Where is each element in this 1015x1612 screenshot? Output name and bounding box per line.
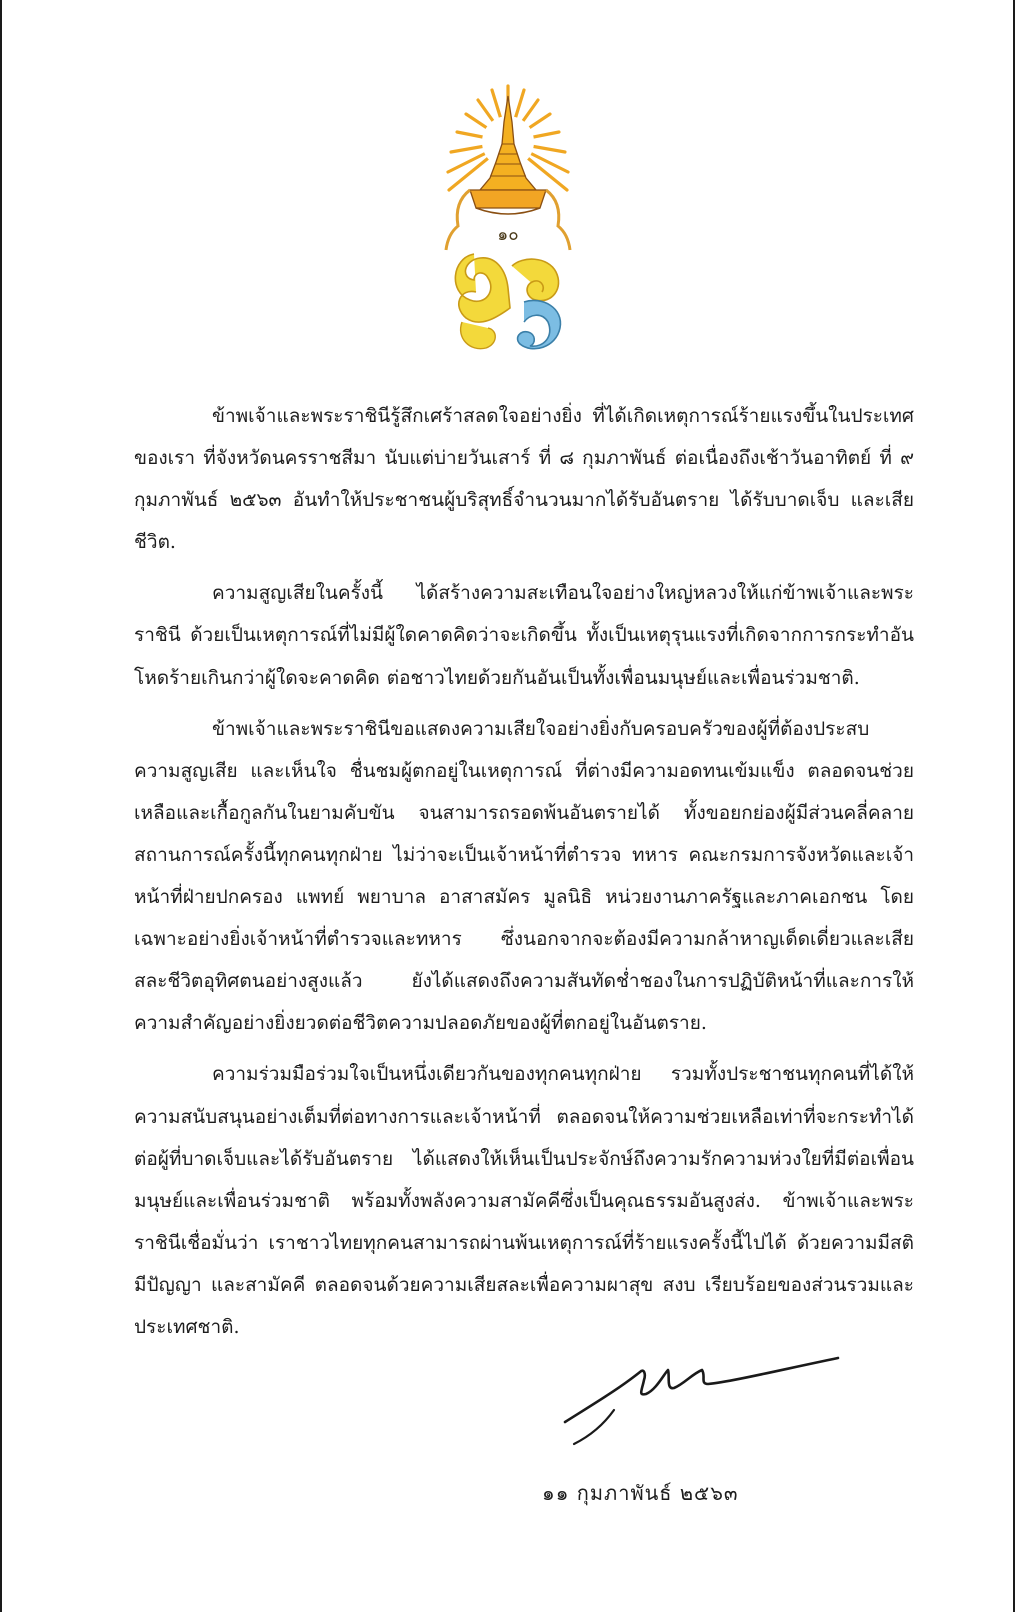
- paragraph-3: ข้าพเจ้าและพระราชินีขอแสดงความเสียใจอย่างยิ่งกับครอบครัวของผู้ที่ต้องประสบความสูญเสีย และเห็นใจ ชื่นชมผู้ตกอยู่ในเหตุการณ์ ที่ต่างมีความอดทนเข้มแข็ง ตลอดจนช่วยเหลือและเกื้อกูลกันในยามคับขัน จนสามารถรอดพ้นอันตรายได้ ทั้งขอยกย่องผู้มีส่วนคลี่คลายสถานการณ์ครั้งนี้ทุกคนทุกฝ่าย ไม่ว่าจะเป็นเจ้าหน้าที่ตำรวจ ทหาร คณะกรมการจังหวัดและเจ้าหน้าที่ฝ่ายปกครอง แพทย์ พยาบาล อาสาสมัคร มูลนิธิ หน่วยงานภาครัฐและภาคเอกชน โดยเฉพาะอย่างยิ่งเจ้าหน้าที่ตำรวจและทหาร ซึ่งนอกจากจะต้องมีความกล้าหาญเด็ดเดี่ยวและเสียสละชีวิตอุทิศตนอย่างสูงแล้ว ยังได้แสดงถึงความสันทัดช่ำชองในการปฏิบัติหน้าที่และการให้ความสำคัญอย่างยิ่งยวดต่อชีวิตความปลอดภัยของผู้ที่ตกอยู่ในอันตราย.: [134, 717, 914, 1035]
- paragraph-4: ความร่วมมือร่วมใจเป็นหนึ่งเดียวกันของทุกคนทุกฝ่าย รวมทั้งประชาชนทุกคนที่ได้ให้ความสนับสนุนอย่างเต็มที่ต่อทางการและเจ้าหน้าที่ ตลอดจนให้ความช่วยเหลือเท่าที่จะกระทำได้ต่อผู้ที่บาดเจ็บและได้รับอันตราย ได้แสดงให้เห็นเป็นประจักษ์ถึงความรักความห่วงใยที่มีต่อเพื่อนมนุษย์และเพื่อนร่วมชาติ พร้อมทั้งพลังความสามัคคีซึ่งเป็นคุณธรรมอันสูงส่ง. ข้าพเจ้าและพระราชินีเชื่อมั่นว่า เราชาวไทยทุกคนสามารถผ่านพ้นเหตุการณ์ที่ร้ายแรงครั้งนี้ไปได้ ด้วยความมีสติ มีปัญญา และสามัคคี ตลอดจนด้วยความเสียสละเพื่อความผาสุข สงบ เรียบร้อยของส่วนรวมและประเทศชาติ.: [134, 1063, 914, 1338]
- paragraph-1: ข้าพเจ้าและพระราชินีรู้สึกเศร้าสลดใจอย่างยิ่ง ที่ได้เกิดเหตุการณ์ร้ายแรงขึ้นในประเทศของเรา ที่จังหวัดนครราชสีมา นับแต่บ่ายวันเสาร์ ที่ ๘ กุมภาพันธ์ ต่อเนื่องถึงเช้าวันอาทิตย์ ที่ ๙ กุมภาพันธ์ ๒๕๖๓ อันทำให้ประชาชนผู้บริสุทธิ์จำนวนมากได้รับอันตราย ได้รับบาดเจ็บ และเสียชีวิต.: [134, 405, 914, 554]
- page-left-border: [0, 0, 2, 1612]
- paragraph-2: ความสูญเสียในครั้งนี้ ได้สร้างความสะเทือนใจอย่างใหญ่หลวงให้แก่ข้าพเจ้าและพระราชินี ด้วยเป็นเหตุการณ์ที่ไม่มีผู้ใดคาดคิดว่าจะเกิดขึ้น ทั้งเป็นเหตุรุนแรงที่เกิดจากการกระทำอันโหดร้ายเกินกว่าผู้ใดจะคาดคิด ต่อชาวไทยด้วยกันอันเป็นทั้งเพื่อนมนุษย์และเพื่อนร่วมชาติ.: [134, 582, 914, 689]
- svg-text:๑๐: ๑๐: [497, 225, 519, 245]
- letter-date: ๑๑ กุมภาพันธ์ ๒๕๖๓: [542, 1481, 739, 1505]
- letter-body: [134, 395, 914, 1357]
- handwritten-signature-icon: [560, 1350, 850, 1450]
- royal-cypher-emblem-icon: [440, 82, 576, 362]
